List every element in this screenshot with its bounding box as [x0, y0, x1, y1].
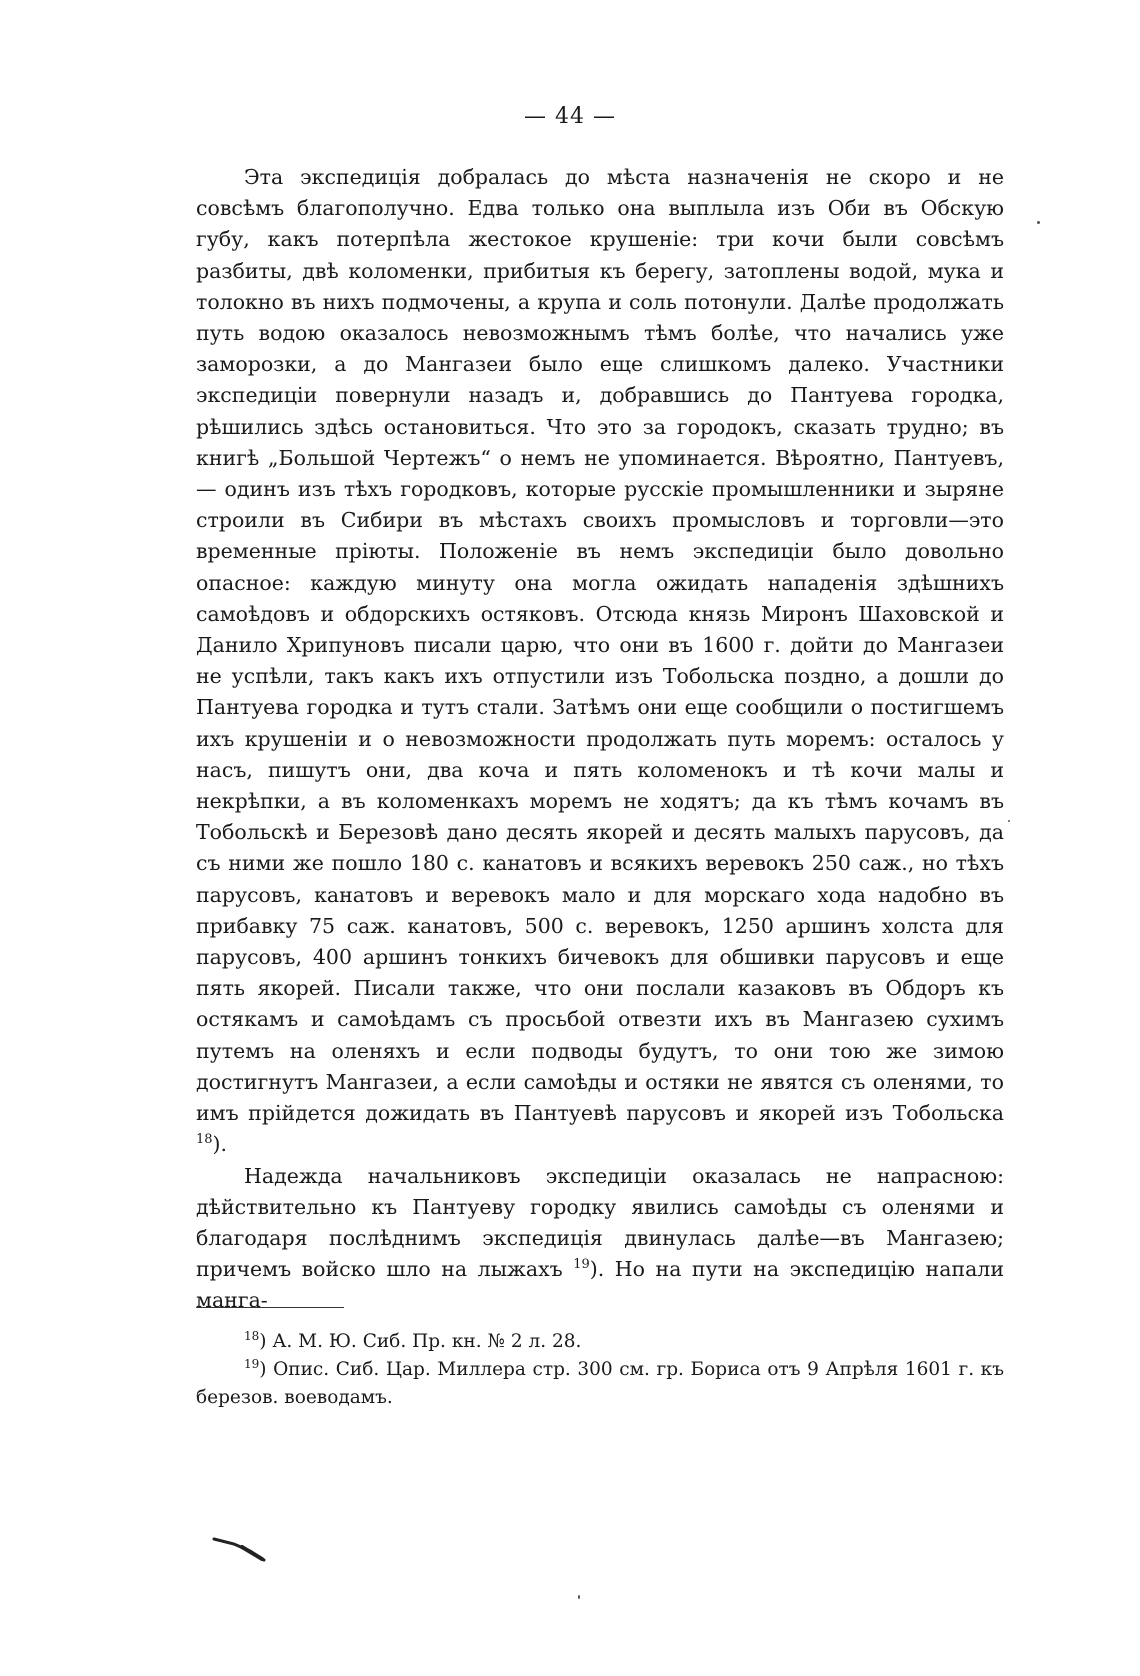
- footnote: [196, 1328, 1004, 1356]
- footnote: [196, 1356, 1004, 1412]
- paragraph-text: Надежда начальниковъ экспедиціи оказалась не напрасною: дѣйствительно къ Пантуеву городку явились самоѣды съ оленями и благодаря послѣднимъ экспедиція двинулась далѣе—въ Мангазею; причемъ войско шло на лыжахъ: [196, 1163, 1004, 1282]
- main-text: [196, 162, 1004, 1317]
- footnotes: [196, 1328, 1004, 1412]
- pencil-mark: [212, 1535, 272, 1565]
- paragraph-text: Эта экспедиція добралась до мѣста назначенія не скоро и не совсѣмъ благополучно. Едва только она выплыла изъ Оби въ Обскую губу, какъ потерпѣла жестокое крушеніе: три кочи были совсѣмъ разбиты, двѣ коломенки, прибитыя къ берегу, затоплены водой, мука и толокно въ нихъ подмочены, а крупа и соль потонули. Далѣе продолжать путь водою оказалось невозможнымъ тѣмъ болѣе, что начались уже заморозки, а до Мангазеи было еще слишкомъ далеко. Участники экспедиціи повернули назадъ и, добравшись до Пантуева городка, рѣшились здѣсь остановиться. Что это за городокъ, сказать трудно; въ книгѣ „Большой Чертежъ“ о немъ не упоминается. Вѣроятно, Пантуевъ,— одинъ изъ тѣхъ городковъ, которые русскіе промышленники и зыряне строили въ Сибири въ мѣстахъ своихъ промысловъ и торговли—это временные пріюты. Положеніе въ немъ экспедиціи было довольно опасное: каждую минуту она могла ожидать нападенія здѣшнихъ самоѣдовъ и обдорскихъ остяковъ. Отсюда князь Миронъ Шаховской и Данило Хрипуновъ писали царю, что они въ 1600 г. дойти до Мангазеи не успѣли, такъ какъ ихъ отпустили изъ Тобольска поздно, а дошли до Пантуева городка и тутъ стали. Затѣмъ они еще сообщили о постигшемъ ихъ крушеніи и о невозможности продолжать путь моремъ: осталось у насъ, пишутъ они, два коча и пять коломенокъ и тѣ кочи малы и некрѣпки, а въ коломенкахъ моремъ не ходятъ; да къ тѣмъ кочамъ въ Тобольскѣ и Березовѣ дано десять якорей и десять малыхъ парусовъ, да съ ними же пошло 180 с. канатовъ и всякихъ веревокъ 250 саж., но тѣхъ парусовъ, канатовъ и веревокъ мало и для морскаго хода надобно въ прибавку 75 саж. канатовъ, 500 с. веревокъ, 1250 аршинъ холста для парусовъ, 400 аршинъ тонкихъ бичевокъ для обшивки парусовъ и еще пять якорей. Писали также, что они послали казаковъ въ Обдоръ къ остякамъ и самоѣдамъ съ просьбой отвезти ихъ въ Мангазею сухимъ путемъ на оленяхъ и если подводы будутъ, то они тою же зимою достигнутъ Мангазеи, а если самоѣды и остяки не явятся съ оленями, то имъ прійдется дожидать въ Пантуевѣ парусовъ и якорей изъ Тобольска: [196, 165, 1004, 1126]
- page-number: — 44 —: [524, 104, 616, 129]
- paragraph-tail: ).: [212, 1132, 228, 1157]
- footnote-ref: 19: [573, 1257, 590, 1273]
- footnote-text: ) Опис. Сиб. Цар. Миллера стр. 300 см. гр. Бориса отъ 9 Апрѣля 1601 г. къ березов. воеводамъ.: [196, 1359, 1004, 1408]
- footnote-text: ) А. М. Ю. Сиб. Пр. кн. № 2 л. 28.: [259, 1331, 582, 1352]
- footnote-ref: 18: [196, 1132, 213, 1148]
- paragraph: [196, 1161, 1004, 1317]
- footnote-mark: 18: [244, 1329, 260, 1343]
- footnote-separator: [196, 1307, 344, 1308]
- paragraph-tail: ). Но на пути на экспедицію напали манга-: [196, 1257, 1004, 1313]
- paragraph: [196, 162, 1004, 1161]
- scan-speck: [1037, 221, 1040, 224]
- scan-speck: [578, 1595, 580, 1599]
- footnote-mark: 19: [244, 1357, 260, 1371]
- scan-speck: [1008, 820, 1010, 822]
